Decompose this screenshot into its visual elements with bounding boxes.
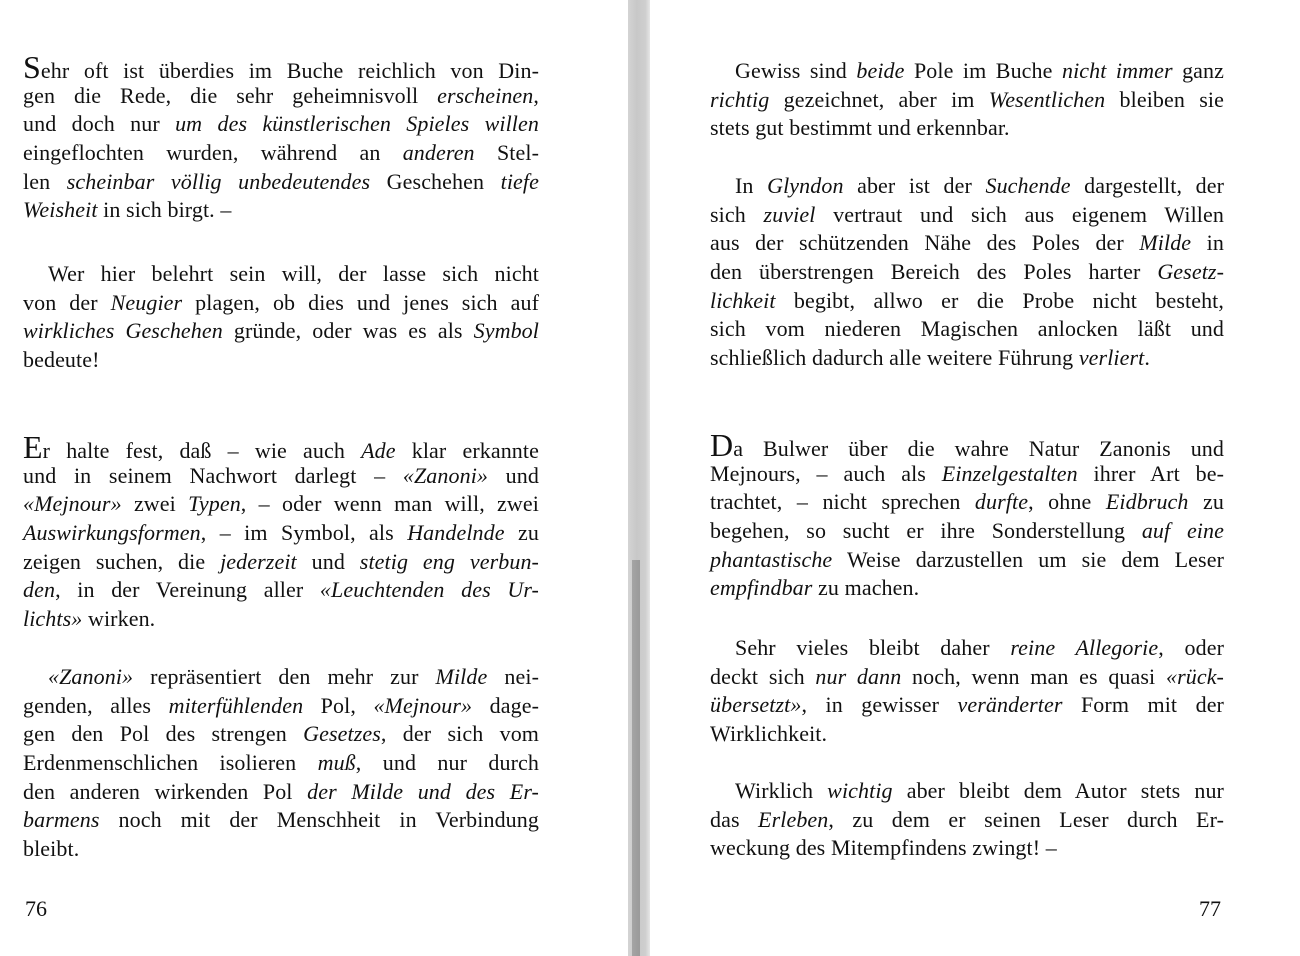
italic-emphasis: wichtig <box>827 778 893 803</box>
text-line: genden, alles miterfühlenden Pol, «Mejnour» dage- <box>23 692 539 718</box>
italic-emphasis: Glyndon <box>767 173 844 198</box>
right-paragraph-5 <box>710 777 1224 863</box>
text-line: den anderen wirkenden Pol der Milde und des Er- <box>23 778 539 804</box>
italic-emphasis: «rück- <box>1165 663 1224 689</box>
text-line: Auswirkungsformen, – im Symbol, als Handelnde zu <box>23 520 539 546</box>
text-line: deckt sich nur dann noch, wenn man es quasi «rück- <box>710 663 1224 689</box>
text-line: Er halte fest, daß – wie auch Ade klar erkannte <box>23 429 539 465</box>
italic-emphasis: Auswirkungsformen <box>23 520 201 546</box>
italic-emphasis: Handelnde <box>407 520 505 546</box>
page-number-left: 76 <box>25 896 47 921</box>
italic-emphasis: richtig <box>710 86 770 112</box>
drop-cap: D <box>710 427 734 463</box>
text-line: schließlich dadurch alle weitere Führung verliert. <box>710 345 1150 371</box>
italic-emphasis: «Zanoni» <box>402 462 489 488</box>
text-line: weckung des Mitempfindens zwingt! – <box>710 835 1057 861</box>
text-line: und doch nur um des künstlerischen Spieles willen <box>23 111 539 137</box>
italic-emphasis: miterfühlenden <box>168 692 304 718</box>
text-line: den, in der Vereinung aller «Leuchtenden des Ur- <box>23 577 539 603</box>
right-paragraph-4 <box>710 634 1224 749</box>
italic-emphasis: empfindbar <box>710 575 813 601</box>
text-line: barmens noch mit der Menschheit in Verbindung <box>23 807 539 833</box>
left-paragraph-3 <box>23 429 539 634</box>
text-line: In Glyndon aber ist der Suchende dargestellt, der <box>735 173 1224 198</box>
text-line: und in seinem Nachwort darlegt – «Zanoni» und <box>23 462 539 488</box>
italic-emphasis: tiefe <box>500 168 539 194</box>
text-line: bedeute! <box>23 347 100 373</box>
italic-emphasis: Suchende <box>985 173 1071 198</box>
left-paragraph-2 <box>23 260 539 375</box>
text-line: Wirklich wichtig aber bleibt dem Autor stets nur <box>735 778 1224 803</box>
text-line: gen den Pol des strengen Gesetzes, der sich vom <box>23 721 540 747</box>
italic-emphasis: wirkliches Geschehen <box>23 318 223 344</box>
text-line: von der Neugier plagen, ob dies und jenes sich auf <box>23 289 539 315</box>
right-page <box>650 0 1300 956</box>
text-line: «Mejnour» zwei Typen, – oder wenn man will, zwei <box>23 491 539 517</box>
italic-emphasis: lichts» <box>23 606 83 632</box>
text-line: Erdenmenschlichen isolieren muß, und nur durch <box>23 750 539 776</box>
text-line: Wirklichkeit. <box>710 721 828 747</box>
italic-emphasis: Einzelgestalten <box>941 460 1078 486</box>
text-line: eingeflochten wurden, während an anderen Stel- <box>23 140 539 166</box>
text-line: begehen, so sucht er ihre Sonderstellung auf eine <box>710 518 1224 544</box>
text-line: Gewiss sind beide Pole im Buche nicht immer ganz <box>735 58 1225 83</box>
left-paragraph-1 <box>23 49 539 225</box>
text-line: gen die Rede, die sehr geheimnisvoll erscheinen, <box>23 82 539 108</box>
italic-emphasis: phantastische <box>710 546 833 572</box>
text-line: richtig gezeichnet, aber im Wesentlichen bleiben sie <box>710 86 1224 112</box>
text-line: sich vom niederen Magischen anlocken läßt und <box>710 316 1224 342</box>
text-line: übersetzt», in gewisser veränderter Form mit der <box>710 692 1224 718</box>
italic-emphasis: stetig eng verbun- <box>359 548 539 574</box>
text-line: den überstrengen Bereich des Poles harter Gesetz- <box>710 259 1224 285</box>
italic-emphasis: scheinbar völlig unbedeutendes <box>66 168 371 194</box>
italic-emphasis: reine Allegorie <box>1010 635 1159 660</box>
italic-emphasis: Milde <box>435 664 488 689</box>
text-line: Sehr oft ist überdies im Buche reichlich von Din- <box>23 49 539 85</box>
italic-emphasis: nur dann <box>815 663 902 689</box>
italic-emphasis: muß <box>317 750 356 776</box>
text-line: Da Bulwer über die wahre Natur Zanonis und <box>710 427 1224 463</box>
italic-emphasis: nicht immer <box>1061 58 1173 83</box>
italic-emphasis: Ade <box>361 438 396 463</box>
right-paragraph-2 <box>710 172 1224 373</box>
text-line: aus der schützenden Nähe des Poles der Milde in <box>710 230 1224 256</box>
italic-emphasis: «Zanoni» <box>48 664 134 689</box>
italic-emphasis: den <box>23 577 56 603</box>
text-line: Mejnours, – auch als Einzelgestalten ihrer Art be- <box>710 460 1224 486</box>
italic-emphasis: übersetzt» <box>710 692 802 718</box>
italic-emphasis: veränderter <box>957 692 1063 718</box>
italic-emphasis: Gesetzes <box>303 721 381 747</box>
italic-emphasis: barmens <box>23 807 100 833</box>
italic-emphasis: erscheinen <box>437 82 534 108</box>
italic-emphasis: «Leuchtenden des Ur- <box>319 577 539 603</box>
italic-emphasis: Erleben <box>758 806 829 832</box>
text-line: trachtet, – nicht sprechen durfte, ohne Eidbruch zu <box>710 489 1224 515</box>
italic-emphasis: zuviel <box>763 201 816 227</box>
italic-emphasis: jederzeit <box>220 548 297 574</box>
right-paragraph-1 <box>710 57 1224 143</box>
italic-emphasis: auf eine <box>1141 518 1224 544</box>
drop-cap: S <box>23 49 41 85</box>
italic-emphasis: lichkeit <box>710 287 776 313</box>
page-number-right: 77 <box>1199 896 1221 921</box>
italic-emphasis: Symbol <box>473 318 539 344</box>
text-line: Sehr vieles bleibt daher reine Allegorie, oder <box>735 635 1224 660</box>
text-line: sich zuviel vertraut und sich aus eigenem Willen <box>710 201 1224 227</box>
right-paragraph-3 <box>710 427 1224 603</box>
text-line: phantastische Weise darzustellen um sie dem Leser <box>710 546 1224 572</box>
text-line: empfindbar zu machen. <box>710 575 920 601</box>
left-page <box>0 0 628 956</box>
text-line: lichkeit begibt, allwo er die Probe nicht besteht, <box>710 287 1224 313</box>
italic-emphasis: der Milde und des Er- <box>307 778 539 804</box>
text-line: zeigen suchen, die jederzeit und stetig eng verbun- <box>23 548 539 574</box>
text-line: len scheinbar völlig unbedeutendes Geschehen tiefe <box>23 168 539 194</box>
text-line: «Zanoni» repräsentiert den mehr zur Milde nei- <box>48 664 539 689</box>
italic-emphasis: «Mejnour» <box>23 491 122 517</box>
italic-emphasis: durfte <box>974 489 1029 515</box>
italic-emphasis: Milde <box>1139 230 1192 256</box>
text-line: das Erleben, zu dem er seinen Leser durch Er- <box>710 806 1224 832</box>
text-line: bleibt. <box>23 836 80 862</box>
italic-emphasis: Wesentlichen <box>988 86 1106 112</box>
italic-emphasis: Neugier <box>110 289 183 315</box>
text-line: lichts» wirken. <box>23 606 156 632</box>
italic-emphasis: um des künstlerischen Spieles willen <box>175 111 539 137</box>
italic-emphasis: Typen <box>188 491 241 517</box>
italic-emphasis: anderen <box>402 140 475 166</box>
italic-emphasis: Gesetz- <box>1157 259 1224 285</box>
text-line: Wer hier belehrt sein will, der lasse sich nicht <box>48 261 539 286</box>
text-line: Weisheit in sich birgt. – <box>23 197 232 223</box>
left-paragraph-4 <box>23 663 539 864</box>
italic-emphasis: «Mejnour» <box>373 692 473 718</box>
text-line: stets gut bestimmt und erkennbar. <box>710 115 1010 141</box>
italic-emphasis: verliert <box>1078 345 1145 371</box>
gutter-shadow <box>632 560 640 956</box>
drop-cap: E <box>23 429 43 465</box>
italic-emphasis: beide <box>856 58 905 83</box>
text-line: wirkliches Geschehen gründe, oder was es als Symbol <box>23 318 539 344</box>
italic-emphasis: Weisheit <box>23 197 98 223</box>
italic-emphasis: Eidbruch <box>1105 489 1189 515</box>
